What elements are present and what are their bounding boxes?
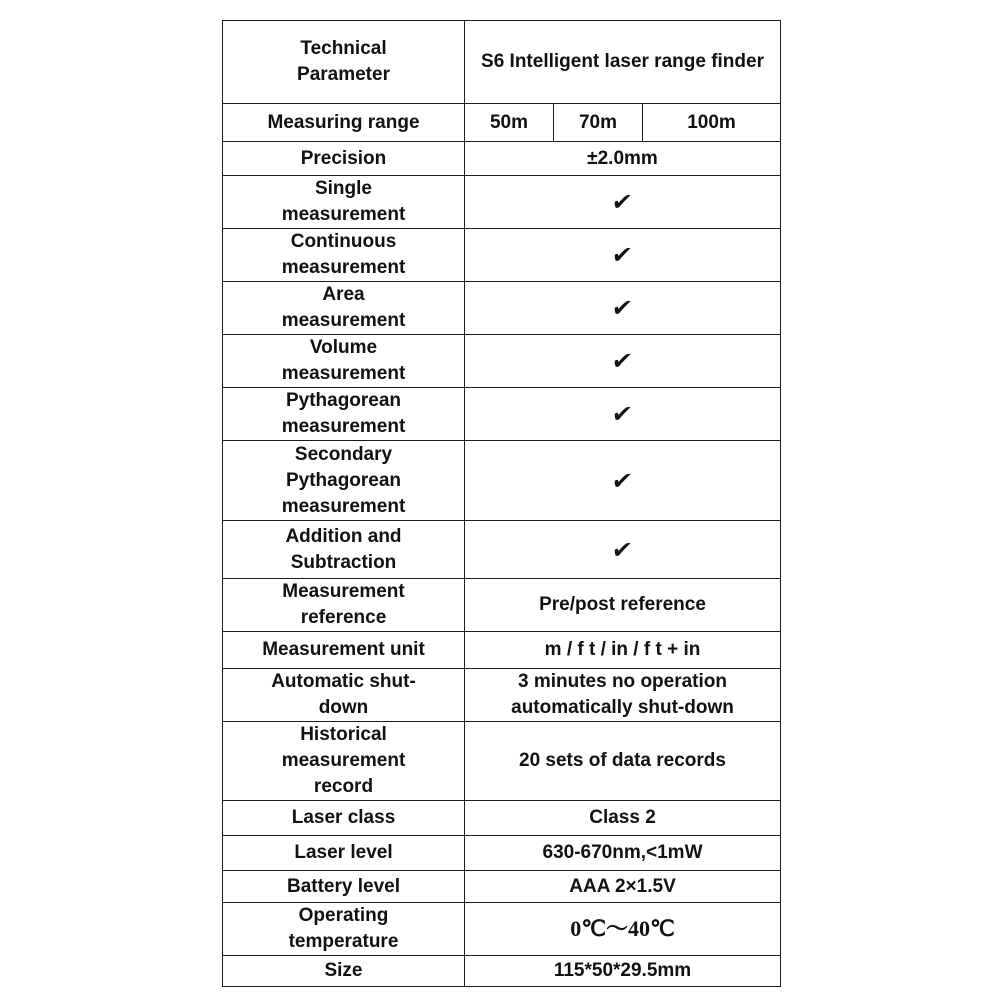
measuring-range-value: 100m — [643, 104, 781, 142]
spec-label: Battery level — [223, 871, 465, 903]
spec-row — [223, 176, 781, 229]
spec-label: Volume measurement — [223, 335, 465, 388]
check-mark-icon: ✔ — [610, 466, 635, 495]
spec-value: 20 sets of data records — [465, 722, 781, 801]
spec-row — [223, 579, 781, 632]
spec-label: Laser level — [223, 836, 465, 871]
spec-row — [223, 335, 781, 388]
spec-label: Historical measurement record — [223, 722, 465, 801]
spec-row — [223, 722, 781, 801]
spec-label: Continuous measurement — [223, 229, 465, 282]
check-mark-icon: ✔ — [610, 400, 635, 428]
check-mark-icon: ✔ — [610, 347, 635, 375]
spec-value: 115*50*29.5mm — [465, 956, 781, 987]
spec-row — [223, 871, 781, 903]
spec-label: Secondary Pythagorean measurement — [223, 441, 465, 521]
header-row — [223, 21, 781, 104]
spec-value-cell — [465, 176, 781, 229]
spec-label: Pythagorean measurement — [223, 388, 465, 441]
spec-label: Measurement unit — [223, 632, 465, 669]
spec-label: Size — [223, 956, 465, 987]
spec-value: 0℃～40℃ — [465, 903, 781, 956]
spec-row — [223, 669, 781, 722]
spec-value-cell — [465, 388, 781, 441]
measuring-range-row — [223, 104, 781, 142]
check-mark-icon: ✔ — [610, 535, 635, 564]
spec-value-cell — [465, 441, 781, 521]
spec-row — [223, 142, 781, 176]
check-mark-icon: ✔ — [610, 294, 635, 322]
header-label: Technical Parameter — [223, 21, 465, 104]
spec-label: Automatic shut- down — [223, 669, 465, 722]
spec-value: ±2.0mm — [465, 142, 781, 176]
spec-value: AAA 2×1.5V — [465, 871, 781, 903]
spec-row — [223, 521, 781, 579]
spec-table — [222, 20, 781, 987]
spec-label: Measurement reference — [223, 579, 465, 632]
spec-value: Pre/post reference — [465, 579, 781, 632]
spec-label: Operating temperature — [223, 903, 465, 956]
spec-label: Single measurement — [223, 176, 465, 229]
spec-row — [223, 388, 781, 441]
spec-row — [223, 229, 781, 282]
measuring-range-value: 50m — [465, 104, 554, 142]
spec-row — [223, 903, 781, 956]
spec-row — [223, 282, 781, 335]
spec-row — [223, 956, 781, 987]
spec-label: Addition and Subtraction — [223, 521, 465, 579]
spec-row — [223, 836, 781, 871]
spec-value-cell — [465, 282, 781, 335]
measuring-range-value: 70m — [554, 104, 643, 142]
spec-value-cell — [465, 229, 781, 282]
check-mark-icon: ✔ — [610, 188, 635, 216]
header-product-name: S6 Intelligent laser range finder — [465, 21, 781, 104]
spec-row — [223, 632, 781, 669]
spec-value: 630-670nm,<1mW — [465, 836, 781, 871]
spec-value-cell — [465, 521, 781, 579]
spec-label: Precision — [223, 142, 465, 176]
spec-label: Laser class — [223, 801, 465, 836]
spec-label: Area measurement — [223, 282, 465, 335]
spec-value: m / f t / in / f t + in — [465, 632, 781, 669]
check-mark-icon: ✔ — [610, 241, 635, 269]
spec-value: Class 2 — [465, 801, 781, 836]
spec-value-cell — [465, 335, 781, 388]
spec-table-body — [223, 21, 781, 987]
spec-row — [223, 801, 781, 836]
spec-value: 3 minutes no operation automatically shut-down — [465, 669, 781, 722]
spec-row — [223, 441, 781, 521]
measuring-range-label: Measuring range — [223, 104, 465, 142]
